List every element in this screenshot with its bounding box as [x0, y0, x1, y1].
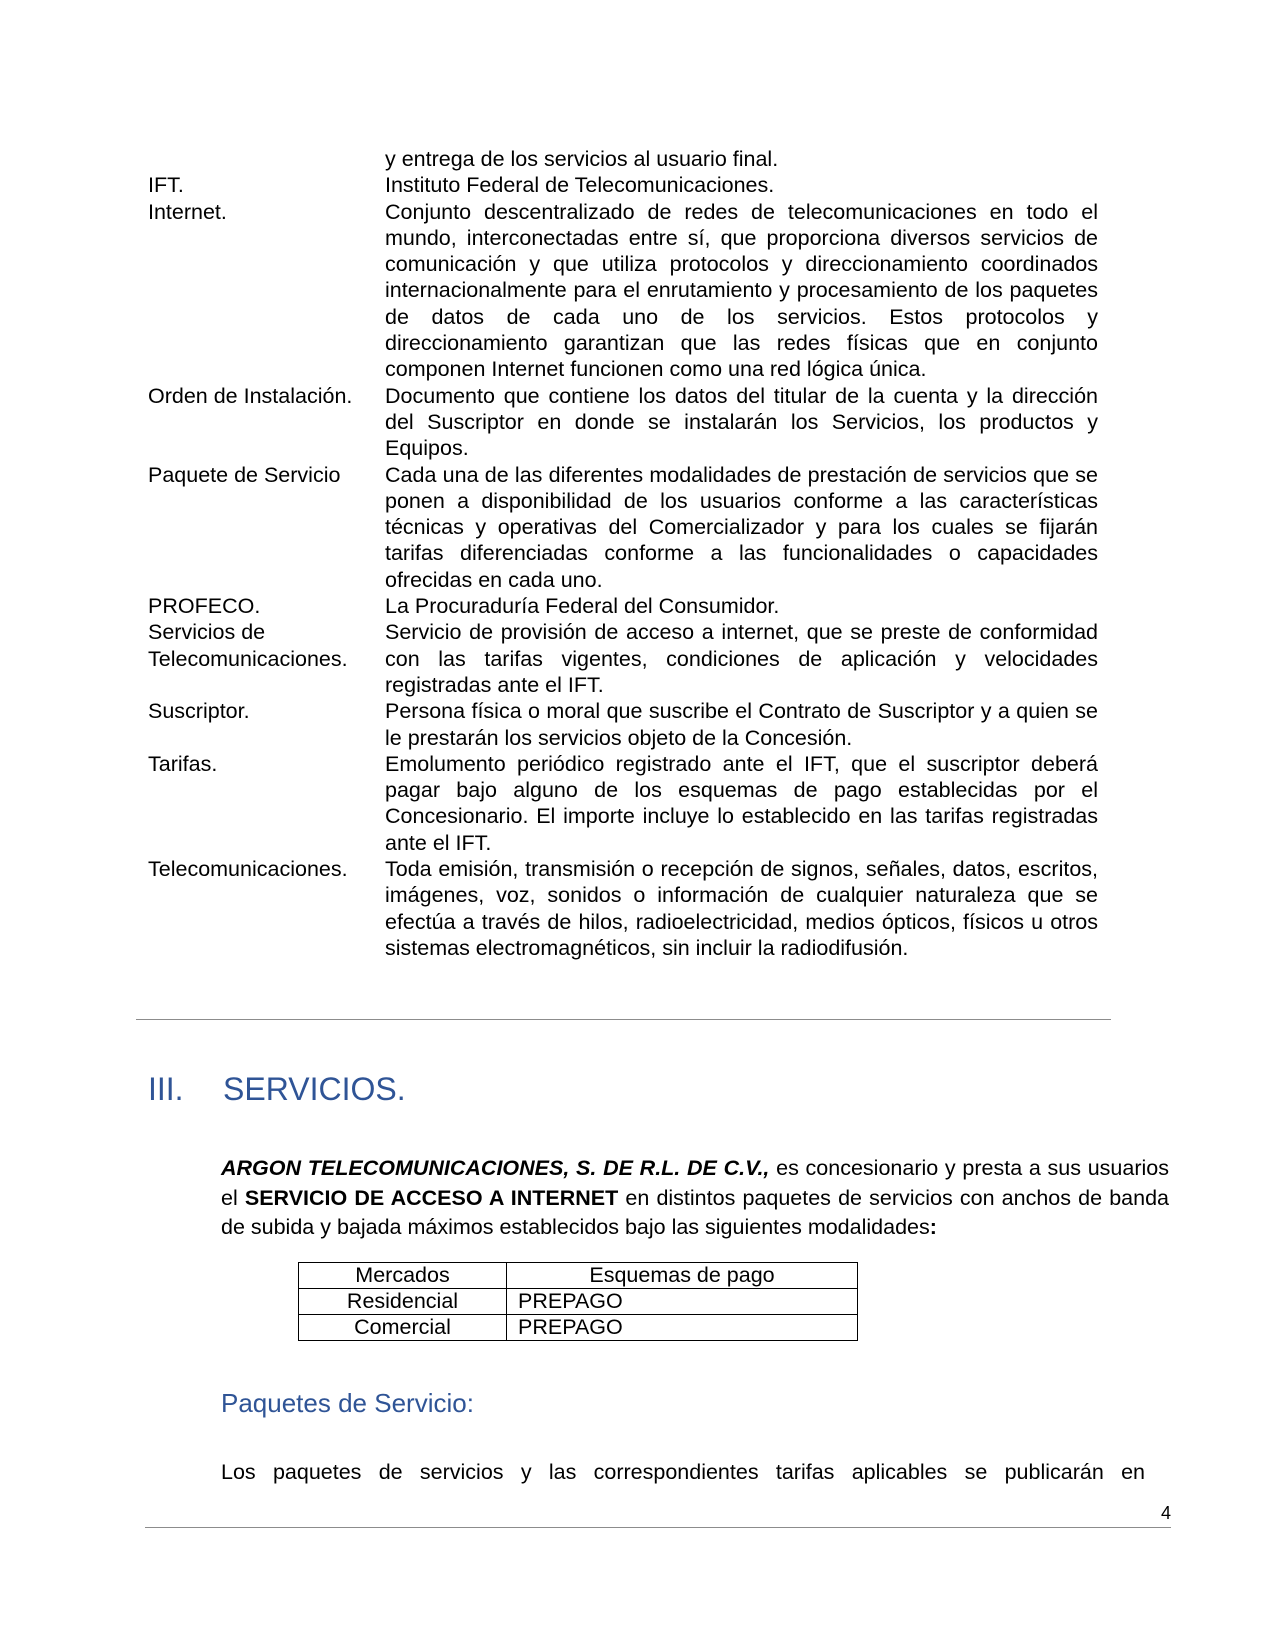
intro-colon: : — [929, 1215, 937, 1239]
table-cell-market: Residencial — [299, 1289, 507, 1315]
table-cell-scheme: PREPAGO — [507, 1289, 858, 1315]
table-row — [299, 1315, 858, 1341]
definition-text: y entrega de los servicios al usuario final. — [385, 147, 779, 171]
definition-term: Telecomunicaciones. — [148, 857, 348, 882]
definition-row — [148, 593, 1098, 619]
definition-text: La Procuraduría Federal del Consumidor. — [385, 594, 780, 619]
definitions-divider — [136, 1019, 1111, 1020]
footer-divider — [145, 1527, 1171, 1528]
definition-row — [148, 751, 1098, 856]
definition-text: Instituto Federal de Telecomunicaciones. — [385, 173, 775, 198]
definition-term: IFT. — [148, 173, 184, 198]
definition-text: Documento que contiene los datos del titular de la cuenta y la dirección del Suscriptor en donde se instalarán los Servicios, los productos y Equipos. — [385, 383, 1098, 461]
definition-text: Toda emisión, transmisión o recepción de signos, señales, datos, escritos, imágenes, voz, sonidos o información de cualquier naturaleza que se efectúa a través de hilos, radioelectricidad, medios ópticos, físicos u otros sistemas electromagnéticos, sin incluir la radiodifusión. — [385, 857, 1098, 960]
definition-row — [148, 146, 1098, 172]
definition-text: Cada una de las diferentes modalidades de prestación de servicios que se ponen a disponibilidad de los usuarios conforme a las características técnicas y operativas del Comercializador y para los cuales se fijarán tarifas diferenciadas conforme a las funcionalidades o capacidades ofrecidas en cada uno. — [385, 462, 1098, 592]
column-header-markets: Mercados — [299, 1263, 507, 1289]
definition-term: Servicios de Telecomunicaciones. — [148, 620, 348, 671]
closing-paragraph: Los paquetes de servicios y las correspondientes tarifas aplicables se publicarán en — [221, 1460, 1145, 1484]
table-cell-scheme: PREPAGO — [507, 1315, 858, 1341]
subsection-heading: Paquetes de Servicio: — [221, 1388, 474, 1418]
section-number: III. — [148, 1071, 184, 1107]
definition-term: Orden de Instalación. — [148, 383, 353, 408]
intro-paragraph — [221, 1154, 1169, 1243]
definition-text: Persona física o moral que suscribe el Contrato de Suscriptor y a quien se le prestarán los servicios objeto de la Concesión. — [385, 699, 1098, 750]
definition-row — [148, 462, 1098, 593]
definition-row — [148, 856, 1098, 961]
payment-schemes-table — [298, 1262, 858, 1341]
table-row — [299, 1289, 858, 1315]
table-header-row — [299, 1263, 858, 1289]
intro-text-2: en distintos paquetes de servicios con anchos de banda de subida y bajada máximos establecidos bajo las siguientes modalidades — [221, 1185, 1169, 1239]
definition-row — [148, 172, 1098, 198]
definition-term: Tarifas. — [148, 751, 218, 776]
definition-term: PROFECO. — [148, 594, 261, 619]
definition-row — [148, 383, 1098, 462]
definition-row — [148, 199, 1098, 383]
section-title: SERVICIOS. — [223, 1071, 406, 1107]
definition-row — [148, 698, 1098, 751]
intro-text-1: es concesionario y presta a sus usuarios el — [221, 1156, 1169, 1210]
definition-text: Emolumento periódico registrado ante el IFT, que el suscriptor deberá pagar bajo alguno de los esquemas de pago establecidas por el Concesionario. El importe incluye lo establecido en las tarifas registradas ante el IFT. — [385, 751, 1098, 855]
definition-term: Internet. — [148, 199, 227, 224]
definition-text: Conjunto descentralizado de redes de telecomunicaciones en todo el mundo, interconectadas entre sí, que proporciona diversos servicios de comunicación y que utiliza protocolos y direccionamiento coordinados internacionalmente para el enrutamiento y procesamiento de los paquetes de datos de cada uno de los servicios. Estos protocolos y direccionamiento garantizan que las redes físicas que en conjunto componen Internet funcionen como una red lógica única. — [385, 199, 1098, 382]
definition-term: Paquete de Servicio — [148, 462, 341, 487]
company-name: ARGON TELECOMUNICACIONES, S. DE R.L. DE C.V., — [221, 1156, 770, 1180]
definition-row — [148, 619, 1098, 698]
definitions-list — [148, 146, 1098, 961]
service-name: SERVICIO DE ACCESO A INTERNET — [244, 1185, 619, 1210]
section-heading — [148, 1071, 406, 1108]
column-header-payment-schemes: Esquemas de pago — [507, 1263, 858, 1289]
table-cell-market: Comercial — [299, 1315, 507, 1341]
definition-text: Servicio de provisión de acceso a internet, que se preste de conformidad con las tarifas vigentes, condiciones de aplicación y velocidades registradas ante el IFT. — [385, 620, 1098, 697]
page-number: 4 — [1160, 1503, 1171, 1523]
definition-term: Suscriptor. — [148, 699, 250, 724]
